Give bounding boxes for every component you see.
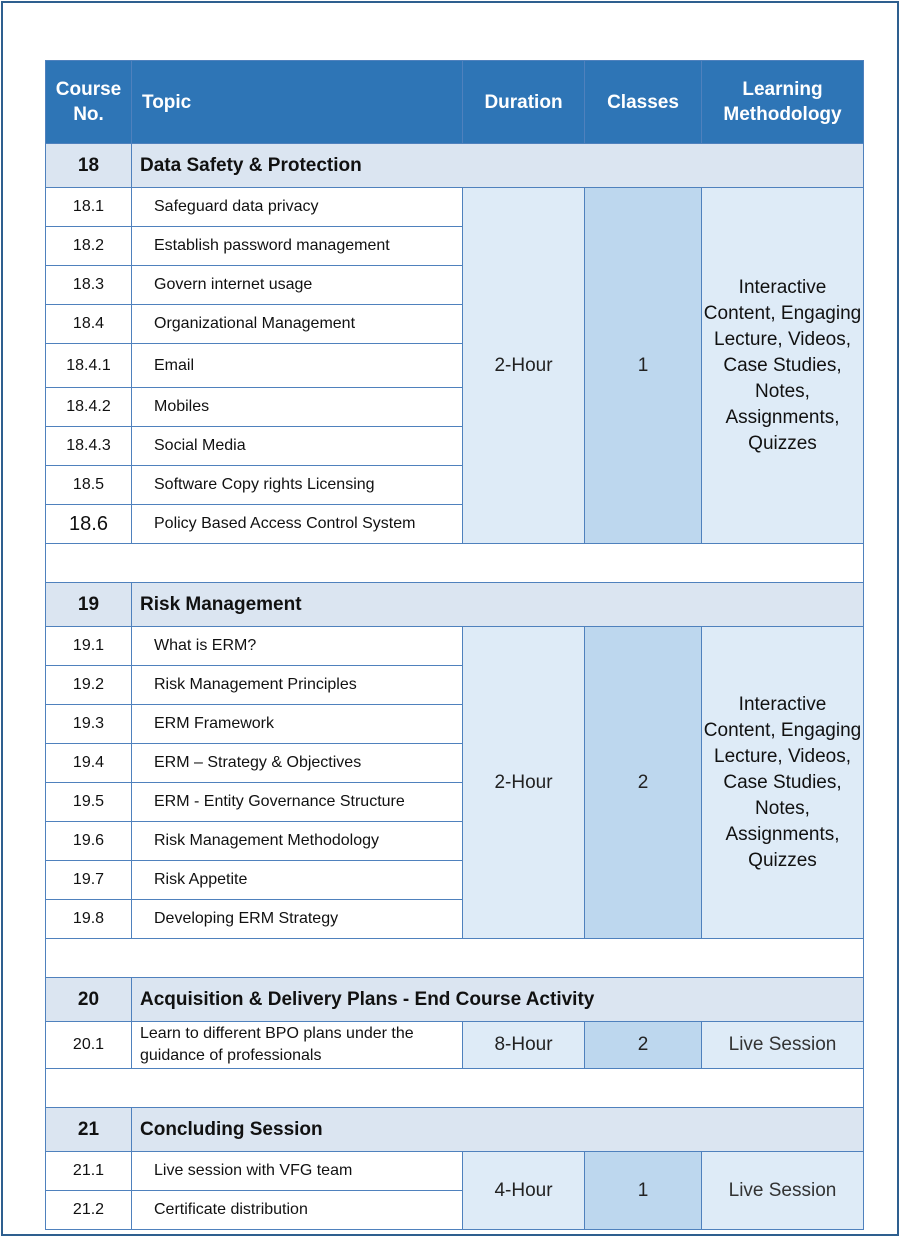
item-topic: Learn to different BPO plans under the guidance of professionals [132,1022,463,1069]
methodology-cell: Interactive Content, Engaging Lecture, Videos, Case Studies, Notes, Assignments, Quizzes [702,188,864,544]
classes-cell: 1 [585,1152,702,1230]
spacer-cell [46,939,864,978]
item-topic: ERM - Entity Governance Structure [132,783,463,822]
header-duration: Duration [463,61,585,144]
duration-cell: 2-Hour [463,188,585,544]
methodology-cell: Live Session [702,1022,864,1069]
item-number: 19.7 [46,861,132,900]
item-number: 19.2 [46,666,132,705]
item-topic: ERM – Strategy & Objectives [132,744,463,783]
item-topic: ERM Framework [132,705,463,744]
spacer-row [46,939,864,978]
item-number: 19.8 [46,900,132,939]
section-number: 18 [46,144,132,188]
item-topic: Govern internet usage [132,266,463,305]
section-number: 21 [46,1108,132,1152]
item-number: 20.1 [46,1022,132,1069]
item-number: 21.1 [46,1152,132,1191]
section-title: Risk Management [132,583,864,627]
spacer-cell [46,544,864,583]
item-topic: Organizational Management [132,305,463,344]
header-course-no: Course No. [46,61,132,144]
duration-cell: 4-Hour [463,1152,585,1230]
table-row [46,627,864,666]
section-row [46,583,864,627]
item-topic: Email [132,344,463,388]
course-table [45,60,864,1230]
header-classes: Classes [585,61,702,144]
item-number: 19.5 [46,783,132,822]
methodology-cell: Live Session [702,1152,864,1230]
duration-cell: 2-Hour [463,627,585,939]
section-title: Data Safety & Protection [132,144,864,188]
item-number: 18.4.2 [46,388,132,427]
section-number: 20 [46,978,132,1022]
section-row [46,1108,864,1152]
item-topic: Establish password management [132,227,463,266]
item-topic: Policy Based Access Control System [132,505,463,544]
item-topic: Risk Appetite [132,861,463,900]
item-number: 21.2 [46,1191,132,1230]
table-header [46,61,864,144]
item-topic: What is ERM? [132,627,463,666]
section-title: Acquisition & Delivery Plans - End Course Activity [132,978,864,1022]
methodology-cell: Interactive Content, Engaging Lecture, Videos, Case Studies, Notes, Assignments, Quizzes [702,627,864,939]
item-topic: Live session with VFG team [132,1152,463,1191]
table-row [46,1152,864,1191]
item-topic: Safeguard data privacy [132,188,463,227]
section-number: 19 [46,583,132,627]
item-topic: Developing ERM Strategy [132,900,463,939]
item-number: 18.3 [46,266,132,305]
item-topic: Certificate distribution [132,1191,463,1230]
item-number: 18.2 [46,227,132,266]
classes-cell: 2 [585,1022,702,1069]
item-number: 18.6 [46,505,132,544]
item-number: 18.1 [46,188,132,227]
duration-cell: 8-Hour [463,1022,585,1069]
item-topic: Risk Management Methodology [132,822,463,861]
item-topic: Software Copy rights Licensing [132,466,463,505]
item-number: 18.4.1 [46,344,132,388]
table-row [46,188,864,227]
classes-cell: 1 [585,188,702,544]
item-number: 18.4.3 [46,427,132,466]
table-row [46,1022,864,1069]
item-number: 18.5 [46,466,132,505]
spacer-cell [46,1069,864,1108]
section-row [46,978,864,1022]
item-number: 19.1 [46,627,132,666]
item-topic: Social Media [132,427,463,466]
classes-cell: 2 [585,627,702,939]
item-number: 19.3 [46,705,132,744]
header-methodology: Learning Methodology [702,61,864,144]
item-number: 18.4 [46,305,132,344]
header-topic: Topic [132,61,463,144]
item-topic: Risk Management Principles [132,666,463,705]
spacer-row [46,1069,864,1108]
item-number: 19.4 [46,744,132,783]
item-topic: Mobiles [132,388,463,427]
section-row [46,144,864,188]
spacer-row [46,544,864,583]
item-number: 19.6 [46,822,132,861]
section-title: Concluding Session [132,1108,864,1152]
